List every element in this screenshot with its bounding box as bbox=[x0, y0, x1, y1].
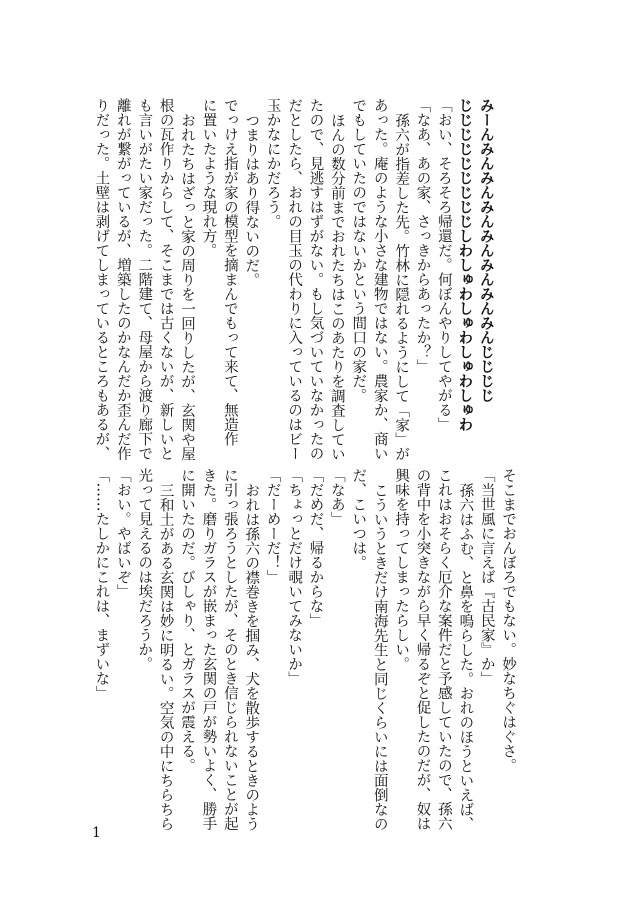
text-line: これはおそらく厄介な案件だと予感していたので、孫六 bbox=[435, 468, 452, 831]
text-line: の背中を小突きながら早く帰るぞと促したのだが、奴は bbox=[414, 468, 431, 831]
text-line: ほんの数分前までおれたちはこのあたりを調査してい bbox=[328, 112, 345, 461]
text-line: 興味を持ってしまったらしい。 bbox=[393, 468, 410, 671]
text-line: 「だーめーだ！」 bbox=[264, 468, 281, 584]
text-line: あった。庵のような小さな建物ではない。農家か、商い bbox=[371, 98, 388, 461]
text-line: 「だめだ、帰るからな」 bbox=[307, 468, 324, 628]
text-line: たので、見逃すはずがない。もし気づいていなかったの bbox=[307, 98, 324, 461]
text-line: 「ちょっとだけ覗いてみないか」 bbox=[286, 468, 303, 686]
text-line: 三和土がある玄関は妙に明るい。空気の中にちらちら bbox=[157, 482, 174, 831]
text-line: 「なあ」 bbox=[328, 468, 345, 526]
text-line: 「おい、そろそろ帰還だ。何ぼんやりしてやがる」 bbox=[435, 98, 452, 432]
text-line: りだった。土壁は剥げてしまっているところもあるが、 bbox=[93, 98, 110, 461]
text-line: 光って見えるのは埃だろうか。 bbox=[136, 468, 153, 671]
page-number: 1 bbox=[92, 825, 101, 841]
text-line: きた。磨りガラスが嵌まった玄関の戸が勢いよく、勝手 bbox=[200, 468, 217, 831]
text-line: だとしたら、おれの目玉の代わりに入っているのはビー bbox=[286, 98, 303, 461]
text-line: おれは孫六の襟巻きを掴み、犬を散歩するときのよう bbox=[243, 482, 260, 831]
text-line: 「当世風に言えば『古民家』か」 bbox=[478, 468, 495, 686]
text-block-top bbox=[90, 98, 497, 461]
text-line: みーんみんみんみんみんみんみんみんじじじじ bbox=[477, 98, 495, 403]
text-line: に開いたのだ。びしゃり、とガラスが震える。 bbox=[179, 468, 196, 773]
text-line: 「おい。やばいぞ」 bbox=[114, 468, 131, 599]
text-line: でっけえ指が家の模型を摘まんでもって来て、無造作 bbox=[221, 98, 238, 446]
text-line: こういうときだけ南海先生と同じくらいには面倒なの bbox=[371, 482, 388, 831]
text-line: じじじじじじじじじしわしゅわしゅわしゅわしゅわ bbox=[456, 98, 474, 432]
text-line: 「……たしかにこれは、まずいな」 bbox=[93, 468, 110, 700]
text-line: に置いたような現れ方。 bbox=[200, 98, 217, 258]
text-line: おれたちはざっと家の周りを一回りしたが、玄関や屋 bbox=[179, 112, 196, 461]
text-line: 孫六が指差した先。竹林に隠れるようにして「家」が bbox=[393, 112, 410, 461]
text-line: そこまでおんぼろでもない。妙なちぐはぐさ。 bbox=[500, 468, 517, 773]
text-line: 離れが繋がっているが、増築したのかなんだか歪んだ作 bbox=[114, 98, 131, 461]
text-line: 孫六はふむ、と鼻を鳴らした。おれのほうといえば、 bbox=[457, 482, 474, 831]
text-line: 「なあ、あの家、さっきからあったか？」 bbox=[414, 98, 431, 374]
text-line: も言いがたい家だった。二階建て、母屋から渡り廊下で bbox=[136, 98, 153, 461]
text-line: つまりはあり得ないのだ。 bbox=[243, 112, 260, 287]
text-block-bottom bbox=[90, 468, 518, 831]
text-line: 根の瓦作りからして、そこまでは古くないが、新しいと bbox=[157, 98, 174, 461]
text-line: だ、こいつは。 bbox=[350, 468, 367, 570]
text-line: に引っ張ろうとしたが、そのとき信じられないことが起 bbox=[221, 468, 238, 831]
text-line: 玉かなにかだろう。 bbox=[264, 98, 281, 229]
text-line: でもしていたのではないかという間口の家だ。 bbox=[350, 98, 367, 403]
